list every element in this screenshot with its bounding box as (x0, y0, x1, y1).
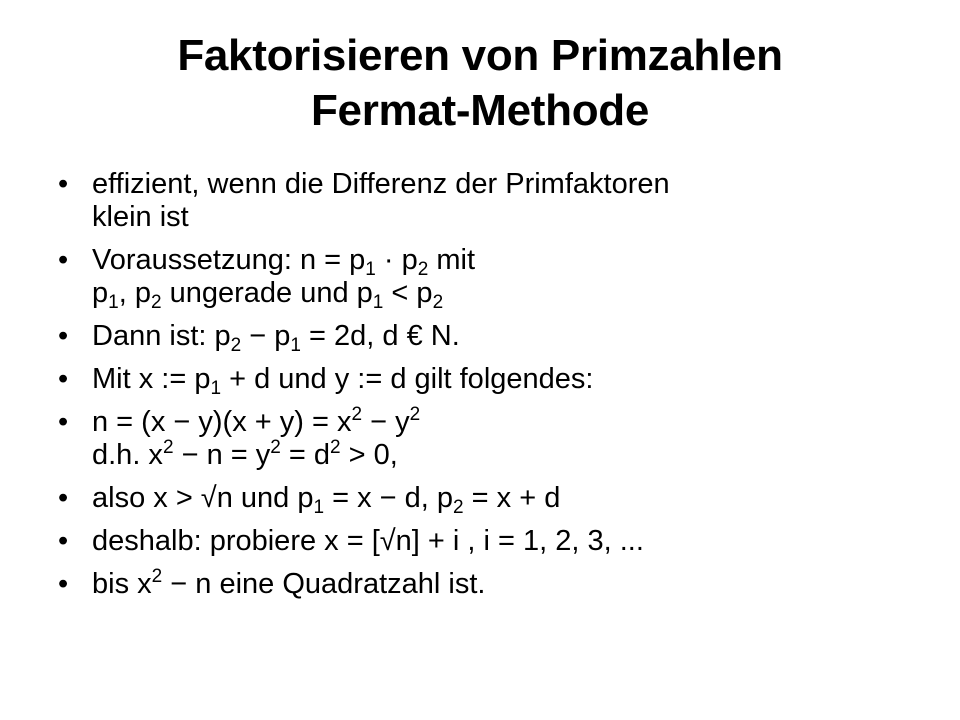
bullet-item (58, 568, 928, 601)
bullet-marker: • (58, 320, 69, 352)
subscript: 2 (150, 292, 162, 313)
text-run: + d und y := d gilt folgendes: (221, 363, 594, 395)
bullet-line (92, 482, 928, 518)
text-run: deshalb: probiere x = [√n] + i , i = 1, 2, 3, ... (92, 525, 644, 557)
bullet-item (58, 168, 928, 234)
bullet-list (58, 168, 928, 611)
bullet-marker: • (58, 482, 69, 514)
bullet-item (58, 482, 928, 518)
bullet-line (92, 439, 928, 472)
text-run: > 0, (340, 439, 398, 471)
subscript: 1 (108, 292, 119, 313)
superscript: 2 (270, 437, 281, 458)
text-run: · p (375, 244, 418, 276)
bullet-marker: • (58, 168, 69, 200)
text-run: − y (362, 406, 410, 438)
subscript: 1 (365, 259, 376, 280)
bullet-line (92, 363, 928, 399)
bullet-line (92, 201, 928, 234)
bullet-item (58, 406, 928, 472)
bullet-marker: • (58, 525, 69, 557)
text-run: − p (241, 320, 291, 352)
subscript: 2 (432, 292, 444, 313)
subscript: 2 (230, 335, 242, 356)
text-run: = x + d (463, 482, 561, 514)
slide-title (0, 28, 960, 138)
superscript: 2 (162, 437, 174, 458)
bullet-item (58, 363, 928, 399)
text-run: Dann ist: p (92, 320, 231, 352)
bullet-line (92, 406, 928, 439)
text-run: = d (280, 439, 331, 471)
subscript: 2 (417, 259, 429, 280)
bullet-line (92, 244, 928, 280)
bullet-item (58, 244, 928, 313)
superscript: 2 (351, 404, 363, 425)
text-run: ungerade und p (161, 277, 373, 309)
text-run: , p (118, 277, 151, 309)
superscript: 2 (409, 404, 421, 425)
bullet-line (92, 525, 928, 558)
text-run: Voraussetzung: n = p (92, 244, 366, 276)
subscript: 2 (453, 497, 464, 518)
bullet-line (92, 277, 928, 313)
bullet-line (92, 320, 928, 356)
text-run: = x − d, p (324, 482, 454, 514)
bullet-line (92, 168, 928, 201)
bullet-line (92, 568, 928, 601)
bullet-marker: • (58, 363, 69, 395)
text-run: p (92, 277, 109, 309)
text-run: = 2d, d € N. (300, 320, 460, 352)
text-run: effizient, wenn die Differenz der Primfaktoren (92, 168, 670, 200)
superscript: 2 (330, 437, 341, 458)
text-run: < p (383, 277, 433, 309)
superscript: 2 (151, 566, 163, 587)
bullet-item (58, 525, 928, 558)
text-run: Mit x := p (92, 363, 211, 395)
bullet-marker: • (58, 406, 69, 438)
text-run: klein ist (92, 201, 189, 233)
subscript: 1 (210, 378, 222, 399)
text-run: also x > √n und p (92, 482, 314, 514)
subscript: 1 (313, 497, 325, 518)
text-run: − n = y (173, 439, 271, 471)
text-run: mit (428, 244, 476, 276)
title-line-1: Faktorisieren von Primzahlen (177, 31, 783, 80)
text-run: d.h. x (92, 439, 163, 471)
bullet-marker: • (58, 244, 69, 276)
text-run: n = (x − y)(x + y) = x (92, 406, 352, 438)
bullet-item (58, 320, 928, 356)
text-run: bis x (92, 568, 152, 600)
text-run: − n eine Quadratzahl ist. (162, 568, 486, 600)
subscript: 1 (290, 335, 301, 356)
title-line-2: Fermat-Methode (310, 86, 650, 135)
subscript: 1 (372, 292, 384, 313)
bullet-marker: • (58, 568, 69, 600)
